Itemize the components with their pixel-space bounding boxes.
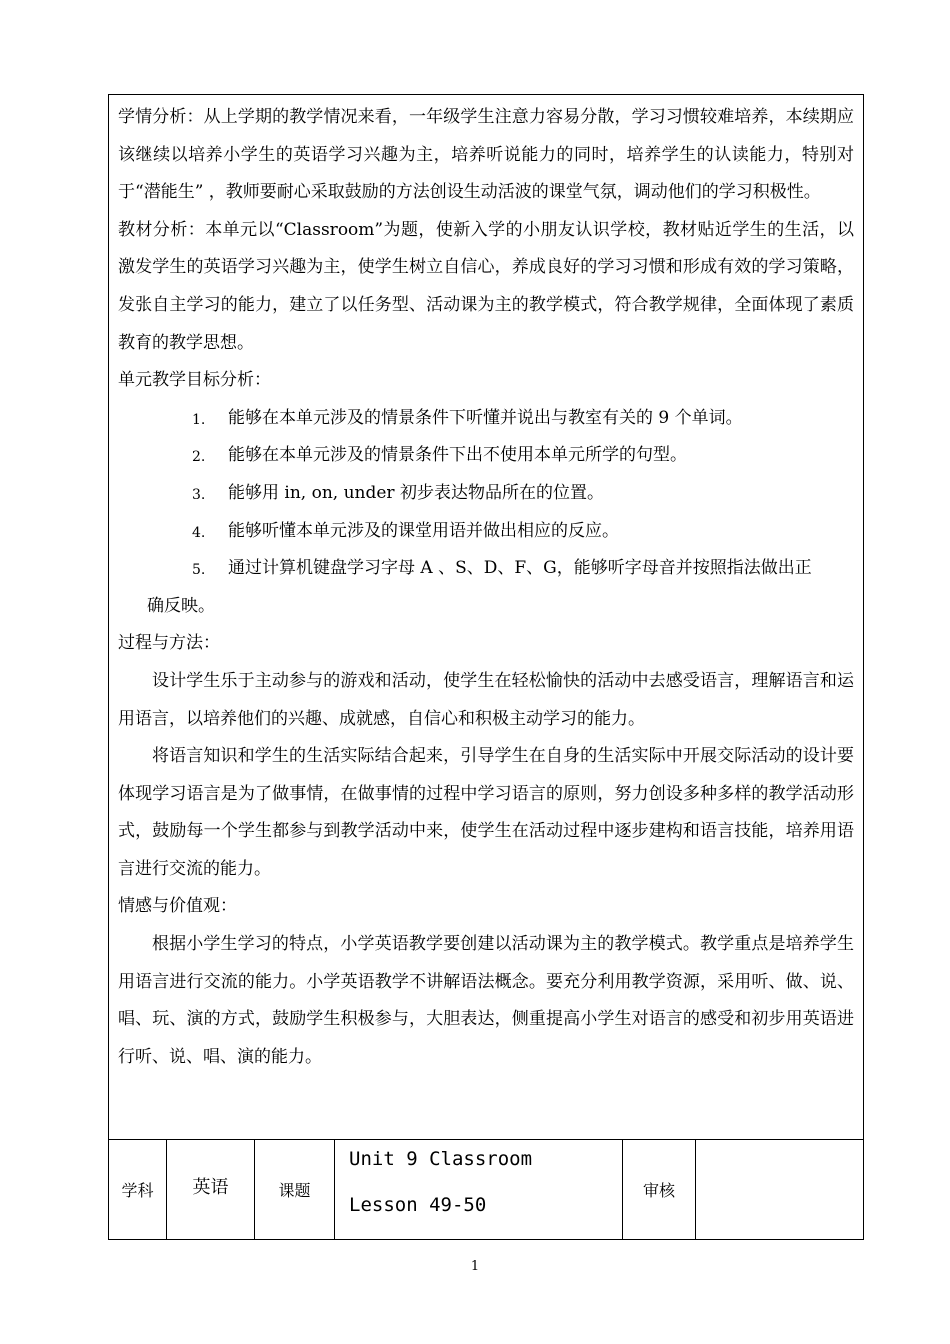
meta-row (109, 1139, 863, 1239)
objective-item (118, 437, 854, 475)
subject-label: 学科 (109, 1140, 167, 1239)
objective-number: 5. (192, 562, 206, 579)
material-analysis: 教材分析：本单元以“Classroom”为题，使新入学的小朋友认识学校，教材贴近学生的生活，以激发学生的英语学习兴趣为主，使学生树立自信心，养成良好的学习习惯和形成有效的学习策略，发张自主学习的能力，建立了以任务型、活动课为主的教学模式，符合教学规律，全面体现了素质教育的教学思想。 (118, 219, 854, 353)
process-paragraph-2: 将语言知识和学生的生活实际结合起来，引导学生在自身的生活实际中开展交际活动的设计要体现学习语言是为了做事情，在做事情的过程中学习语言的原则，努力创设多种多样的教学活动形式，鼓励每一个学生都参与到教学活动中来，使学生在活动过程中逐步建构和语言技能，培养用语言进行交流的能力。 (118, 746, 854, 879)
objective-text: 能够在本单元涉及的情景条件下出不使用本单元所学的句型。 (228, 445, 687, 466)
topic-label: 课题 (255, 1140, 335, 1239)
objective-number: 1. (192, 411, 206, 428)
objective-number: 3. (192, 486, 206, 503)
process-heading: 过程与方法： (118, 633, 220, 654)
learning-analysis: 学情分析：从上学期的教学情况来看，一年级学生注意力容易分散，学习习惯较难培养，本续期应该继续以培养小学生的英语学习兴趣为主，培养听说能力的同时，培养学生的认读能力，特别对于“潜能生” ，教师要耐心采取鼓励的方法创设生动活波的课堂气氛，调动他们的学习积极性。 (118, 107, 854, 203)
objective-continuation: 确反映。 (147, 595, 215, 616)
objective-text: 通过计算机键盘学习字母 A 、S、D、F、G，能够听字母音并按照指法做出正 (228, 558, 812, 579)
objective-item (118, 475, 854, 513)
values-heading: 情感与价值观： (118, 896, 237, 917)
objective-item (118, 550, 854, 588)
objective-text: 能够听懂本单元涉及的课堂用语并做出相应的反应。 (228, 520, 619, 541)
process-paragraph-1: 设计学生乐于主动参与的游戏和活动，使学生在轻松愉快的活动中去感受语言，理解语言和运用语言，以培养他们的兴趣、成就感，自信心和积极主动学习的能力。 (118, 670, 854, 729)
objective-number: 2. (192, 449, 206, 466)
subject-value: 英语 (167, 1140, 255, 1239)
lesson-plan-table (108, 94, 864, 1240)
values-paragraph: 根据小学生学习的特点，小学英语教学要创建以活动课为主的教学模式。教学重点是培养学生用语言进行交流的能力。小学英语教学不讲解语法概念。要充分利用教学资源，采用听、做、说、唱、玩、演的方式，鼓励学生积极参与，大胆表达，侧重提高小学生对语言的感受和初步用英语进行听、说、唱、演的能力。 (118, 934, 854, 1067)
objective-number: 4. (192, 524, 206, 541)
topic-line-1: Unit 9 Classroom (349, 1148, 533, 1170)
objective-item (118, 513, 854, 551)
analysis-cell (109, 95, 863, 1139)
page-number: 1 (470, 1259, 480, 1274)
review-label: 审核 (623, 1140, 696, 1239)
objective-text: 能够用 in, on, under 初步表达物品所在的位置。 (228, 482, 604, 503)
objectives-heading: 单元教学目标分析： (118, 370, 271, 391)
review-value (696, 1140, 863, 1239)
objective-text: 能够在本单元涉及的情景条件下听懂并说出与教室有关的 9 个单词。 (228, 407, 743, 428)
objective-item (118, 400, 854, 438)
topic-line-2: Lesson 49-50 (349, 1194, 487, 1216)
topic-value (335, 1140, 623, 1239)
